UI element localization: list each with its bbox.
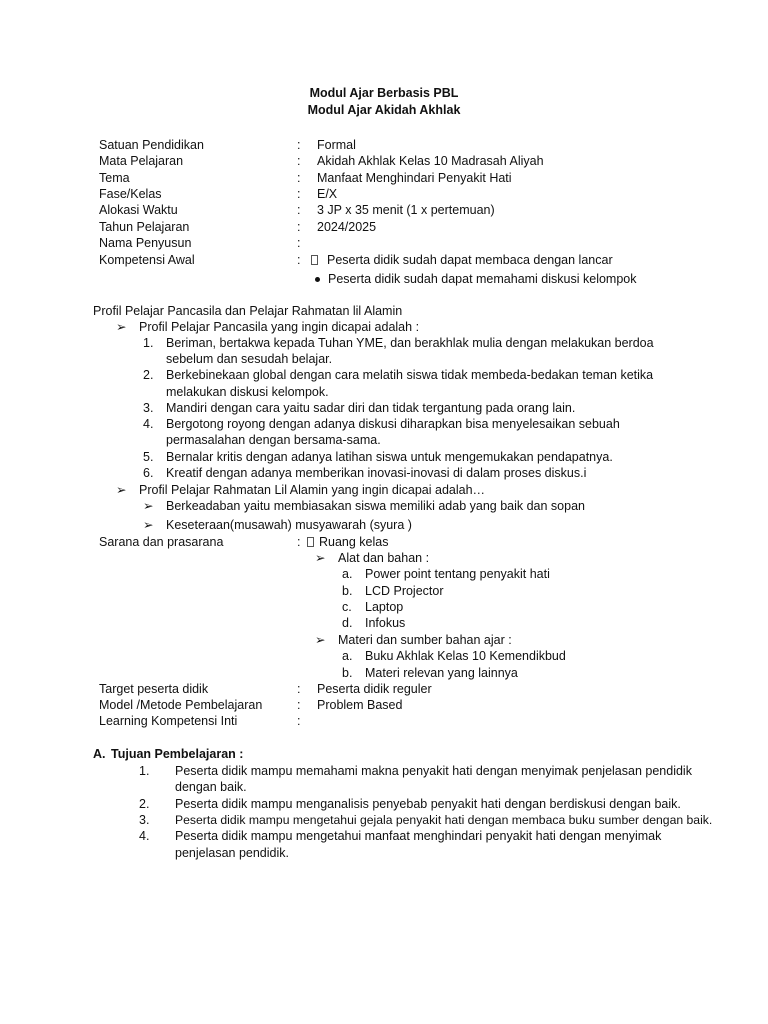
colon: : xyxy=(297,154,301,168)
list-item: Bergotong royong dengan adanya diskusi diharapkan bisa menyelesaikan sebuah xyxy=(166,417,620,431)
alat-item: Laptop xyxy=(365,600,404,614)
tujuan-item-cont: penjelasan pendidik. xyxy=(175,846,289,860)
identity-label: Kompetensi Awal xyxy=(99,253,195,267)
arrow-bullet-icon: ➢ xyxy=(116,483,127,497)
colon: : xyxy=(297,698,301,712)
list-item-cont: melakukan diskusi kelompok. xyxy=(166,385,329,399)
list-letter: d. xyxy=(342,616,353,630)
extra-label: Learning Kompetensi Inti xyxy=(99,714,238,728)
sarana-ruang: Ruang kelas xyxy=(319,535,389,549)
list-number: 4. xyxy=(139,829,150,843)
list-item: Beriman, bertakwa kepada Tuhan YME, dan berakhlak mulia dengan melakukan berdoa xyxy=(166,336,654,350)
alat-heading: Alat dan bahan : xyxy=(338,551,430,565)
identity-label: Nama Penyusun xyxy=(99,236,192,250)
colon: : xyxy=(297,220,301,234)
rahmatan-heading: Profil Pelajar Rahmatan Lil Alamin yang ingin dicapai adalah… xyxy=(139,483,486,497)
identity-value: Formal xyxy=(317,138,356,152)
tujuan-item: Peserta didik mampu mengetahui manfaat menghindari penyakit hati dengan menyimak xyxy=(175,829,662,843)
list-letter: b. xyxy=(342,584,353,598)
identity-value: E/X xyxy=(317,187,338,201)
kompetensi-item: Peserta didik sudah dapat memahami diskusi kelompok xyxy=(328,272,637,286)
identity-value: 3 JP x 35 menit (1 x pertemuan) xyxy=(317,203,495,217)
alat-item: Power point tentang penyakit hati xyxy=(365,567,550,581)
list-letter: b. xyxy=(342,666,353,680)
arrow-bullet-icon: ➢ xyxy=(143,499,154,513)
list-item-cont: permasalahan dengan bersama-sama. xyxy=(166,433,381,447)
list-number: 1. xyxy=(139,764,150,778)
colon: : xyxy=(297,187,301,201)
arrow-bullet-icon: ➢ xyxy=(116,320,127,334)
list-number: 6. xyxy=(143,466,154,480)
list-number: 1. xyxy=(143,336,154,350)
document-subtitle: Modul Ajar Akidah Akhlak xyxy=(307,103,461,117)
bullet-icon xyxy=(315,271,320,287)
tujuan-heading: Tujuan Pembelajaran : xyxy=(111,747,244,761)
list-item: Bernalar kritis dengan adanya latihan siswa untuk mengemukakan pendapatnya. xyxy=(166,450,613,464)
identity-label: Satuan Pendidikan xyxy=(99,138,204,152)
rahmatan-item: Berkeadaban yaitu membiasakan siswa memiliki adab yang baik dan sopan xyxy=(166,499,585,513)
identity-label: Tema xyxy=(99,171,130,185)
list-number: 3. xyxy=(139,813,150,827)
document-title: Modul Ajar Berbasis PBL xyxy=(309,86,459,100)
arrow-bullet-icon: ➢ xyxy=(315,551,326,565)
arrow-bullet-icon: ➢ xyxy=(143,518,154,532)
identity-value: 2024/2025 xyxy=(317,220,377,234)
arrow-bullet-icon: ➢ xyxy=(315,633,326,647)
list-item: Berkebinekaan global dengan cara melatih siswa tidak membeda-bedakan teman ketika xyxy=(166,368,654,382)
list-item-cont: sebelum dan sesudah belajar. xyxy=(166,352,333,366)
alat-item: Infokus xyxy=(365,616,406,630)
list-item: Kreatif dengan adanya memberikan inovasi-inovasi di dalam proses diskus.i xyxy=(166,466,587,480)
tujuan-item: Peserta didik mampu memahami makna penyakit hati dengan menyimak penjelasan pendidik xyxy=(175,764,692,778)
list-number: 4. xyxy=(143,417,154,431)
identity-value: Manfaat Menghindari Penyakit Hati xyxy=(317,171,512,185)
list-number: 5. xyxy=(143,450,154,464)
extra-label: Model /Metode Pembelajaran xyxy=(99,698,263,712)
identity-label: Mata Pelajaran xyxy=(99,154,184,168)
extra-value: Peserta didik reguler xyxy=(317,682,432,696)
tujuan-item: Peserta didik mampu mengetahui gejala penyakit hati dengan membaca buku sumber dengan baik. xyxy=(175,813,713,827)
tujuan-item: Peserta didik mampu menganalisis penyebab penyakit hati dengan berdiskusi dengan baik. xyxy=(175,797,681,811)
colon: : xyxy=(297,203,301,217)
materi-item: Materi relevan yang lainnya xyxy=(365,666,518,680)
list-number: 2. xyxy=(143,368,154,382)
pancasila-heading: Profil Pelajar Pancasila yang ingin dicapai adalah : xyxy=(139,320,420,334)
list-number: 3. xyxy=(143,401,154,415)
identity-label: Alokasi Waktu xyxy=(99,203,178,217)
placeholder-box-icon xyxy=(307,534,314,550)
colon: : xyxy=(297,535,301,549)
materi-heading: Materi dan sumber bahan ajar : xyxy=(338,633,512,647)
identity-label: Tahun Pelajaran xyxy=(99,220,190,234)
identity-value: Akidah Akhlak Kelas 10 Madrasah Aliyah xyxy=(317,154,544,168)
materi-item: Buku Akhlak Kelas 10 Kemendikbud xyxy=(365,649,566,663)
kompetensi-item: Peserta didik sudah dapat membaca dengan lancar xyxy=(327,253,613,267)
identity-label: Fase/Kelas xyxy=(99,187,162,201)
colon: : xyxy=(297,236,301,250)
list-number: 2. xyxy=(139,797,150,811)
tujuan-item-cont: dengan baik. xyxy=(175,780,247,794)
colon: : xyxy=(297,714,301,728)
colon: : xyxy=(297,682,301,696)
rahmatan-item: Keseteraan(musawah) musyawarah (syura ) xyxy=(166,518,412,532)
list-letter: a. xyxy=(342,649,353,663)
list-item: Mandiri dengan cara yaitu sadar diri dan tidak tergantung pada orang lain. xyxy=(166,401,576,415)
list-letter: a. xyxy=(342,567,353,581)
placeholder-box-icon xyxy=(311,252,318,268)
sarana-label: Sarana dan prasarana xyxy=(99,535,224,549)
alat-item: LCD Projector xyxy=(365,584,444,598)
extra-value: Problem Based xyxy=(317,698,403,712)
profil-heading: Profil Pelajar Pancasila dan Pelajar Rahmatan lil Alamin xyxy=(93,304,403,318)
colon: : xyxy=(297,253,301,267)
colon: : xyxy=(297,171,301,185)
tujuan-prefix: A. xyxy=(93,747,106,761)
colon: : xyxy=(297,138,301,152)
list-letter: c. xyxy=(342,600,352,614)
extra-label: Target peserta didik xyxy=(99,682,209,696)
